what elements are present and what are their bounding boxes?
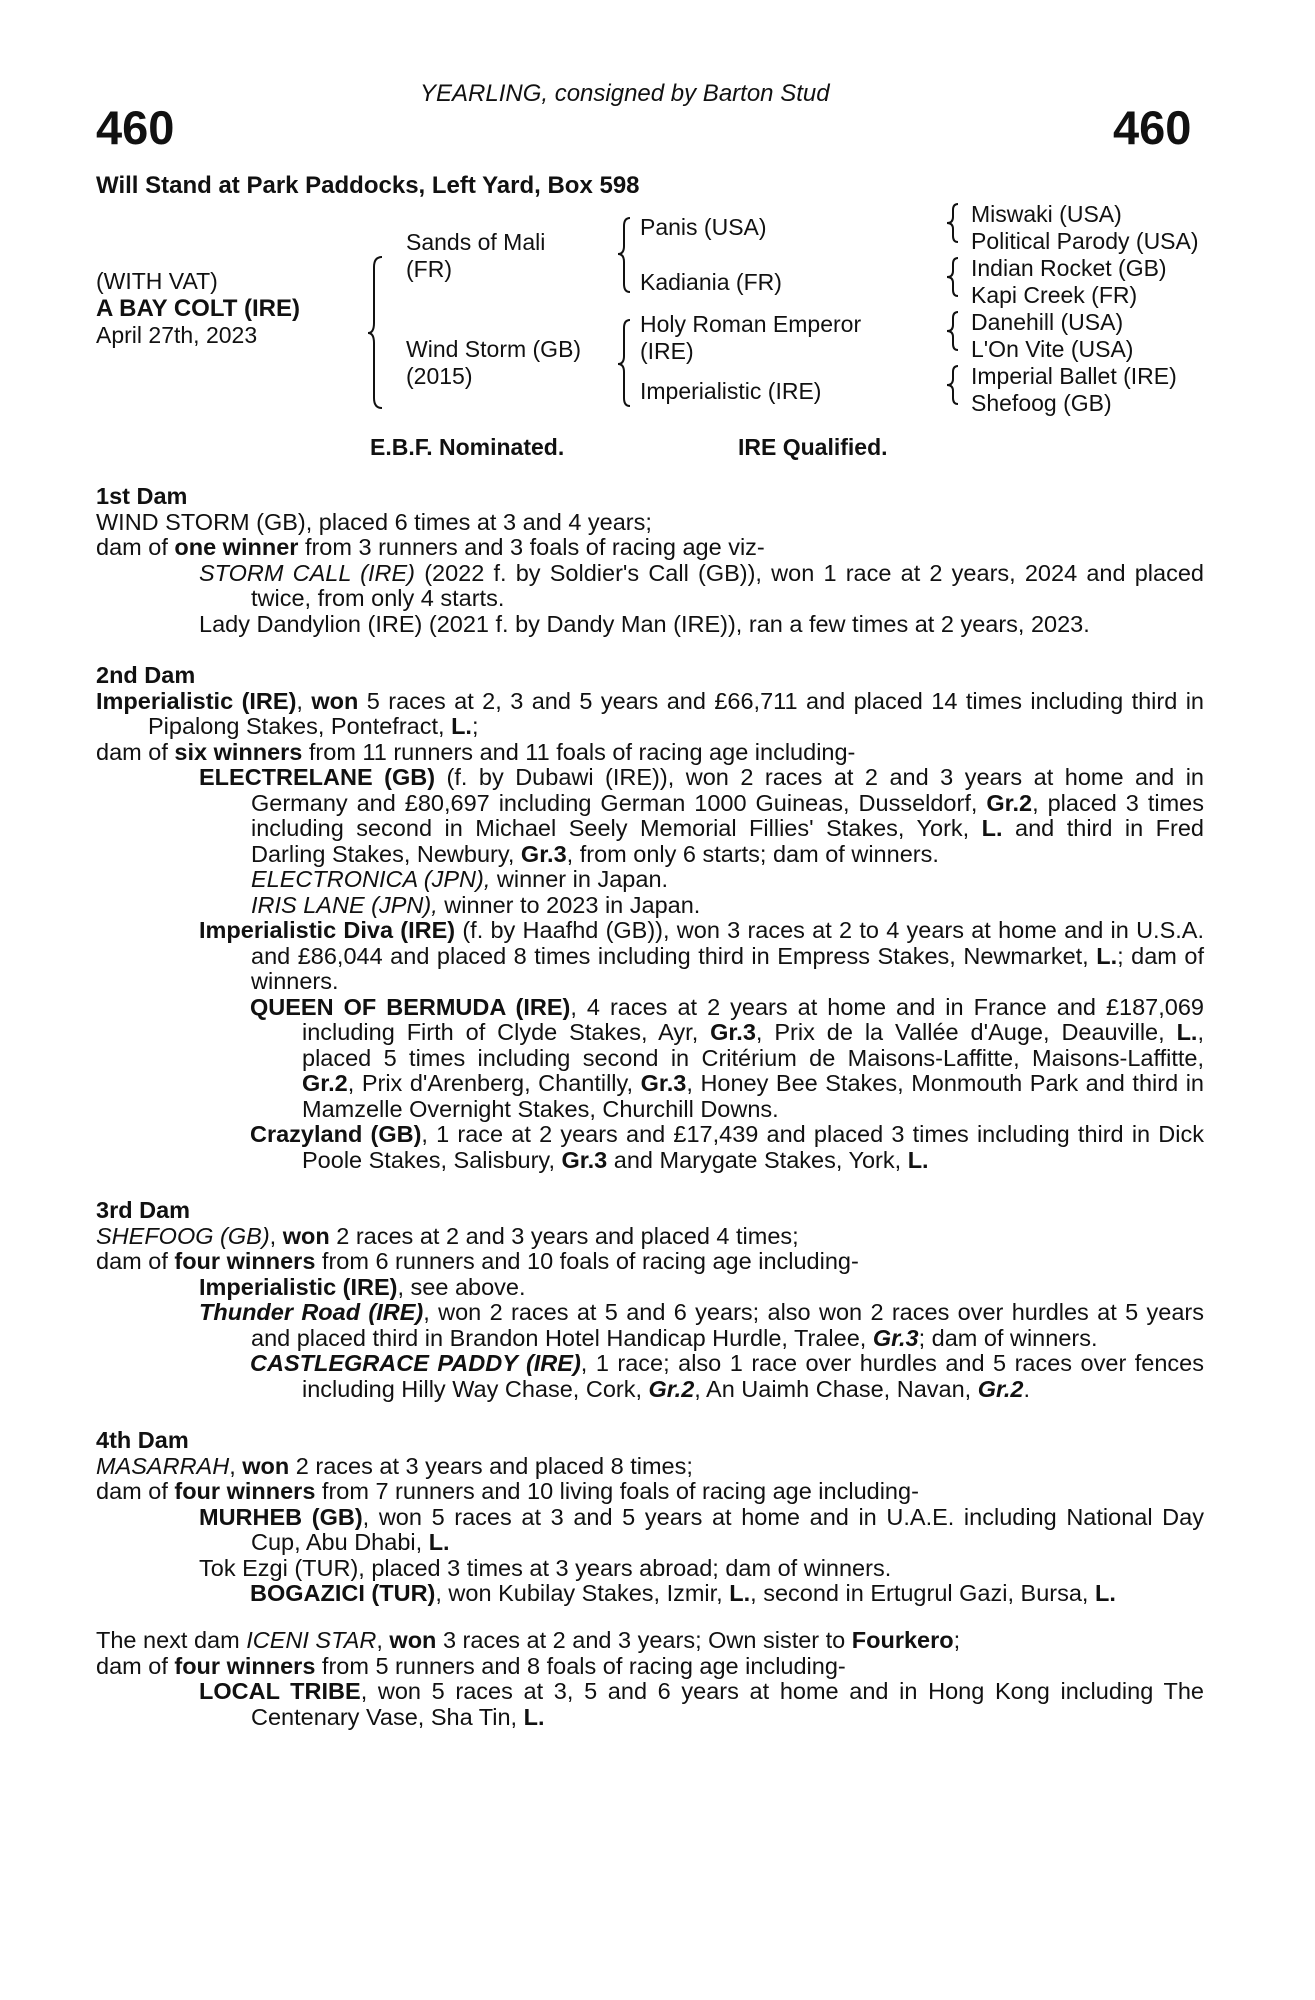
produce-electrelane: ELECTRELANE (GB) (f. by Dubawi (IRE)), won 2 races at 2 and 3 years at home and in Germany and £80,697 including German 1000 Guineas, Dusseldorf, Gr.2, placed 3 times including second in Michael Seely Memorial Fillies' Stakes, York, L. and third in Fred Darling Stakes, Newbury, Gr.3, from only 6 starts; dam of winners. — [199, 764, 1204, 867]
pedigree-bracket-g3-1 — [947, 202, 961, 244]
pedigree-bracket-g3-3 — [947, 310, 961, 352]
produce-castlegrace-paddy: CASTLEGRACE PADDY (IRE), 1 race; also 1 race over hurdles and 5 races over fences including Hilly Way Chase, Cork, Gr.2, An Uaimh Chase, Navan, Gr.2. — [250, 1350, 1205, 1402]
first-dam-heading: 1st Dam — [96, 483, 188, 509]
first-dam-line: WIND STORM (GB), placed 6 times at 3 and 4 years; — [96, 508, 652, 535]
g3-ancestor-6: L'On Vite (USA) — [971, 336, 1134, 362]
produce-electronica: ELECTRONICA (JPN), winner in Japan. — [251, 866, 669, 892]
g3-ancestor-7: Imperial Ballet (IRE) — [971, 363, 1177, 389]
pedigree-bracket-main — [368, 255, 388, 410]
dam-sire: Holy Roman Emperor (IRE) — [640, 311, 862, 364]
fourth-dam-produce-summary: dam of four winners from 7 runners and 10 living foals of racing age including- — [96, 1478, 919, 1504]
sire-name: Sands of Mali (FR) — [406, 229, 546, 282]
produce-murheb: MURHEB (GB), won 5 races at 3 and 5 years at home and in U.A.E. including National Day Cup, Abu Dhabi, L. — [199, 1503, 1204, 1555]
next-dam-produce-summary: dam of four winners from 5 runners and 8 foals of racing age including- — [96, 1652, 846, 1679]
produce-local-tribe: LOCAL TRIBE, won 5 races at 3, 5 and 6 years at home and in Hong Kong including The Centenary Vase, Sha Tin, L. — [199, 1678, 1205, 1730]
stand-location: Will Stand at Park Paddocks, Left Yard, Box 598 — [96, 172, 640, 199]
produce-storm-call: STORM CALL (IRE) (2022 f. by Soldier's Call (GB)), won 1 race at 2 years, 2024 and placed twice, from only 4 starts. — [199, 559, 1204, 611]
ebf-nominated: E.B.F. Nominated. — [370, 434, 565, 460]
produce-crazyland: Crazyland (GB), 1 race at 2 years and £17,439 and placed 3 times including third in Dick Poole Stakes, Salisbury, Gr.3 and Marygate Stakes, York, L. — [250, 1121, 1204, 1173]
g3-ancestor-2: Political Parody (USA) — [971, 228, 1199, 254]
fourth-dam-section — [96, 1428, 1204, 1607]
lot-number-left: 460 — [96, 101, 175, 154]
g3-ancestor-5: Danehill (USA) — [971, 309, 1124, 335]
third-dam-section — [96, 1198, 1204, 1402]
third-dam-heading: 3rd Dam — [96, 1197, 191, 1223]
consignment-line: YEARLING, consigned by Barton Stud — [420, 80, 830, 107]
produce-lady-dandylion: Lady Dandylion (IRE) (2021 f. by Dandy Man (IRE)), ran a few times at 2 years, 2023. — [199, 610, 1090, 637]
fourth-dam-line: MASARRAH, won 2 races at 3 years and placed 8 times; — [96, 1452, 693, 1479]
produce-imperialistic: Imperialistic (IRE), see above. — [199, 1273, 526, 1300]
sire-dam: Kadiania (FR) — [640, 269, 782, 295]
pedigree-bracket-g3-2 — [947, 256, 961, 298]
second-dam-section — [96, 663, 1204, 1173]
pedigree-bracket-dam — [618, 318, 634, 410]
dam-dam: Imperialistic (IRE) — [640, 378, 822, 404]
vat-note: (WITH VAT) — [96, 268, 218, 294]
next-dam-line: The next dam ICENI STAR, won 3 races at 2 and 3 years; Own sister to Fourkero; — [96, 1627, 961, 1653]
third-dam-line: SHEFOOG (GB), won 2 races at 2 and 3 years and placed 4 times; — [96, 1222, 799, 1249]
produce-iris-lane: IRIS LANE (JPN), winner to 2023 in Japan. — [251, 891, 701, 918]
second-dam-heading: 2nd Dam — [96, 662, 196, 688]
first-dam-produce-summary: dam of one winner from 3 runners and 3 foals of racing age viz- — [96, 534, 765, 560]
g3-ancestor-1: Miswaki (USA) — [971, 201, 1122, 227]
second-dam-produce-summary: dam of six winners from 11 runners and 11 foals of racing age including- — [96, 738, 856, 765]
g3-ancestor-4: Kapi Creek (FR) — [971, 282, 1138, 308]
next-dam-section — [96, 1628, 1204, 1730]
pedigree-bracket-g3-4 — [947, 364, 961, 406]
horse-name: A BAY COLT (IRE) — [96, 295, 301, 322]
ire-qualified: IRE Qualified. — [738, 434, 888, 460]
pedigree-bracket-sire — [618, 216, 634, 296]
produce-bogazici: BOGAZICI (TUR), won Kubilay Stakes, Izmir, L., second in Ertugrul Gazi, Bursa, L. — [250, 1580, 1116, 1606]
dam-name: Wind Storm (GB) (2015) — [406, 336, 582, 389]
produce-imperialistic-diva: Imperialistic Diva (IRE) (f. by Haafhd (GB)), won 3 races at 2 to 4 years at home and in U.S.A. and £86,044 and placed 8 times including third in Empress Stakes, Newmarket, L.; dam of winners. — [199, 917, 1204, 994]
produce-tok-ezgi: Tok Ezgi (TUR), placed 3 times at 3 years abroad; dam of winners. — [199, 1554, 892, 1581]
g3-ancestor-3: Indian Rocket (GB) — [971, 255, 1167, 281]
produce-thunder-road: Thunder Road (IRE), won 2 races at 5 and 6 years; also won 2 races over hurdles at 5 years and placed third in Brandon Hotel Handicap Hurdle, Tralee, Gr.3; dam of winners. — [199, 1299, 1204, 1351]
fourth-dam-heading: 4th Dam — [96, 1427, 189, 1453]
second-dam-line: Imperialistic (IRE), won 5 races at 2, 3 and 5 years and £66,711 and placed 14 times including third in Pipalong Stakes, Pontefract, L.; — [96, 687, 1204, 739]
first-dam-section — [96, 484, 1204, 637]
g3-ancestor-8: Shefoog (GB) — [971, 390, 1112, 416]
foaling-date: April 27th, 2023 — [96, 322, 258, 348]
lot-number-right: 460 — [1113, 101, 1192, 154]
third-dam-produce-summary: dam of four winners from 6 runners and 10 foals of racing age including- — [96, 1248, 859, 1274]
produce-queen-of-bermuda: QUEEN OF BERMUDA (IRE), 4 races at 2 years at home and in France and £187,069 including Firth of Clyde Stakes, Ayr, Gr.3, Prix de la Vallée d'Auge, Deauville, L., placed 5 times including second in Critérium de Maisons-Laffitte, Maisons-Laffitte, Gr.2, Prix d'Arenberg, Chantilly, Gr.3, Honey Bee Stakes, Monmouth Park and third in Mamzelle Overnight Stakes, Churchill Downs. — [250, 993, 1204, 1122]
sire-sire: Panis (USA) — [640, 214, 767, 240]
